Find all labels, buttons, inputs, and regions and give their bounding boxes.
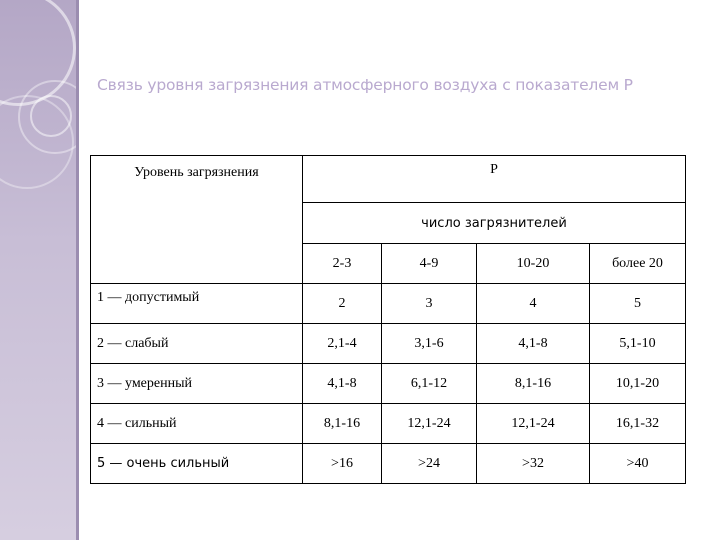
value-cell: 3 [382, 284, 477, 324]
side-panel-edge [76, 0, 79, 540]
value-cell: >32 [477, 444, 590, 484]
value-cell: 2 [303, 284, 382, 324]
value-cell: 8,1-16 [303, 404, 382, 444]
value-cell: 4,1-8 [303, 364, 382, 404]
value-cell: 2,1-4 [303, 324, 382, 364]
header-level-cell: Уровень загрязнения [91, 156, 303, 284]
value-cell: 6,1-12 [382, 364, 477, 404]
value-cell: 5 [590, 284, 686, 324]
header-p-cell: Р [303, 156, 686, 203]
value-cell: 3,1-6 [382, 324, 477, 364]
value-cell: 12,1-24 [477, 404, 590, 444]
table-row [91, 364, 686, 404]
level-cell: 5 — очень сильный [91, 444, 303, 484]
value-cell: 10,1-20 [590, 364, 686, 404]
table-row [91, 444, 686, 484]
header-sub-cell: число загрязнителей [303, 203, 686, 244]
level-cell: 1 — допустимый [91, 284, 303, 324]
table-row [91, 404, 686, 444]
value-cell: 12,1-24 [382, 404, 477, 444]
value-cell: >40 [590, 444, 686, 484]
decorative-side-panel [0, 0, 76, 540]
value-cell: 8,1-16 [477, 364, 590, 404]
slide-title: Связь уровня загрязнения атмосферного воздуха с показателем Р [97, 76, 633, 94]
column-header: 2-3 [303, 244, 382, 284]
value-cell: >24 [382, 444, 477, 484]
value-cell: 5,1-10 [590, 324, 686, 364]
column-header: более 20 [590, 244, 686, 284]
table-row [91, 324, 686, 364]
table-row [91, 284, 686, 324]
value-cell: 16,1-32 [590, 404, 686, 444]
value-cell: >16 [303, 444, 382, 484]
column-header: 4-9 [382, 244, 477, 284]
column-header: 10-20 [477, 244, 590, 284]
value-cell: 4,1-8 [477, 324, 590, 364]
value-cell: 4 [477, 284, 590, 324]
decorative-ring [30, 95, 72, 137]
table-header-row [91, 156, 686, 203]
level-cell: 3 — умеренный [91, 364, 303, 404]
level-cell: 4 — сильный [91, 404, 303, 444]
pollution-table [90, 155, 686, 484]
level-cell: 2 — слабый [91, 324, 303, 364]
